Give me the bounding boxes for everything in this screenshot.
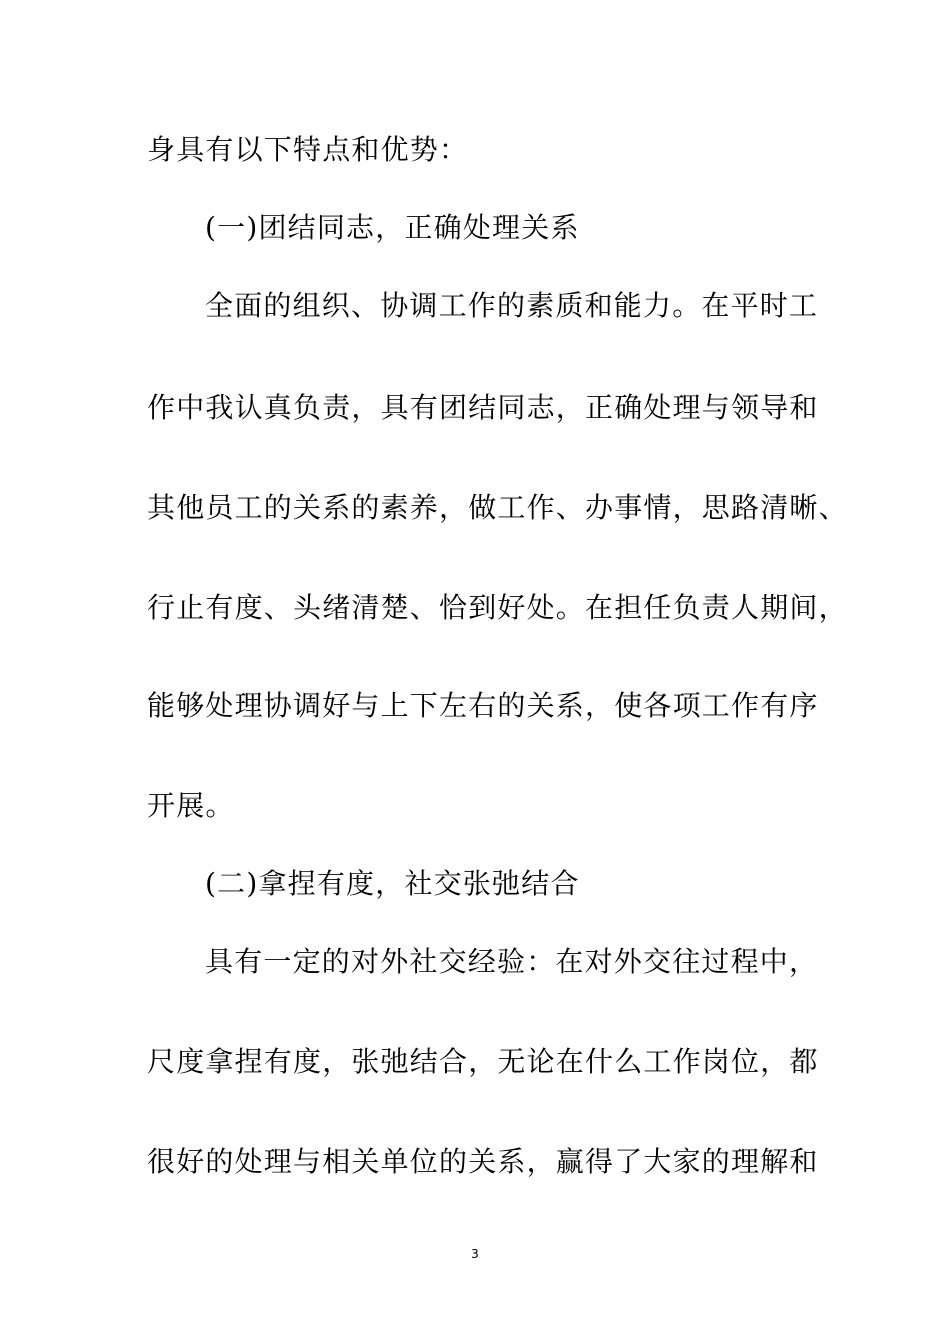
section-heading-2: (二)拿捏有度，社交张弛结合 (205, 867, 580, 900)
text-line-12: 很好的处理与相关单位的关系，赢得了大家的理解和 (147, 1145, 819, 1178)
text-line-11: 尺度拿捏有度，张弛结合，无论在什么工作岗位，都 (147, 1045, 819, 1078)
text-line-7: 能够处理协调好与上下左右的关系，使各项工作有序 (147, 689, 819, 722)
page-number: 3 (471, 1247, 479, 1261)
text-line-6: 行止有度、头绪清楚、恰到好处。在担任负责人期间， (147, 591, 848, 624)
text-line-5: 其他员工的关系的素养，做工作、办事情，思路清晰、 (147, 491, 848, 524)
text-line-8: 开展。 (147, 789, 235, 822)
text-line-1: 身具有以下特点和优势： (147, 133, 469, 166)
text-line-4: 作中我认真负责，具有团结同志，正确处理与领导和 (147, 391, 819, 424)
text-line-3: 全面的组织、协调工作的素质和能力。在平时工 (205, 289, 819, 322)
section-heading-1: (一)团结同志，正确处理关系 (205, 211, 580, 244)
text-line-10: 具有一定的对外社交经验：在对外交往过程中， (205, 945, 819, 978)
